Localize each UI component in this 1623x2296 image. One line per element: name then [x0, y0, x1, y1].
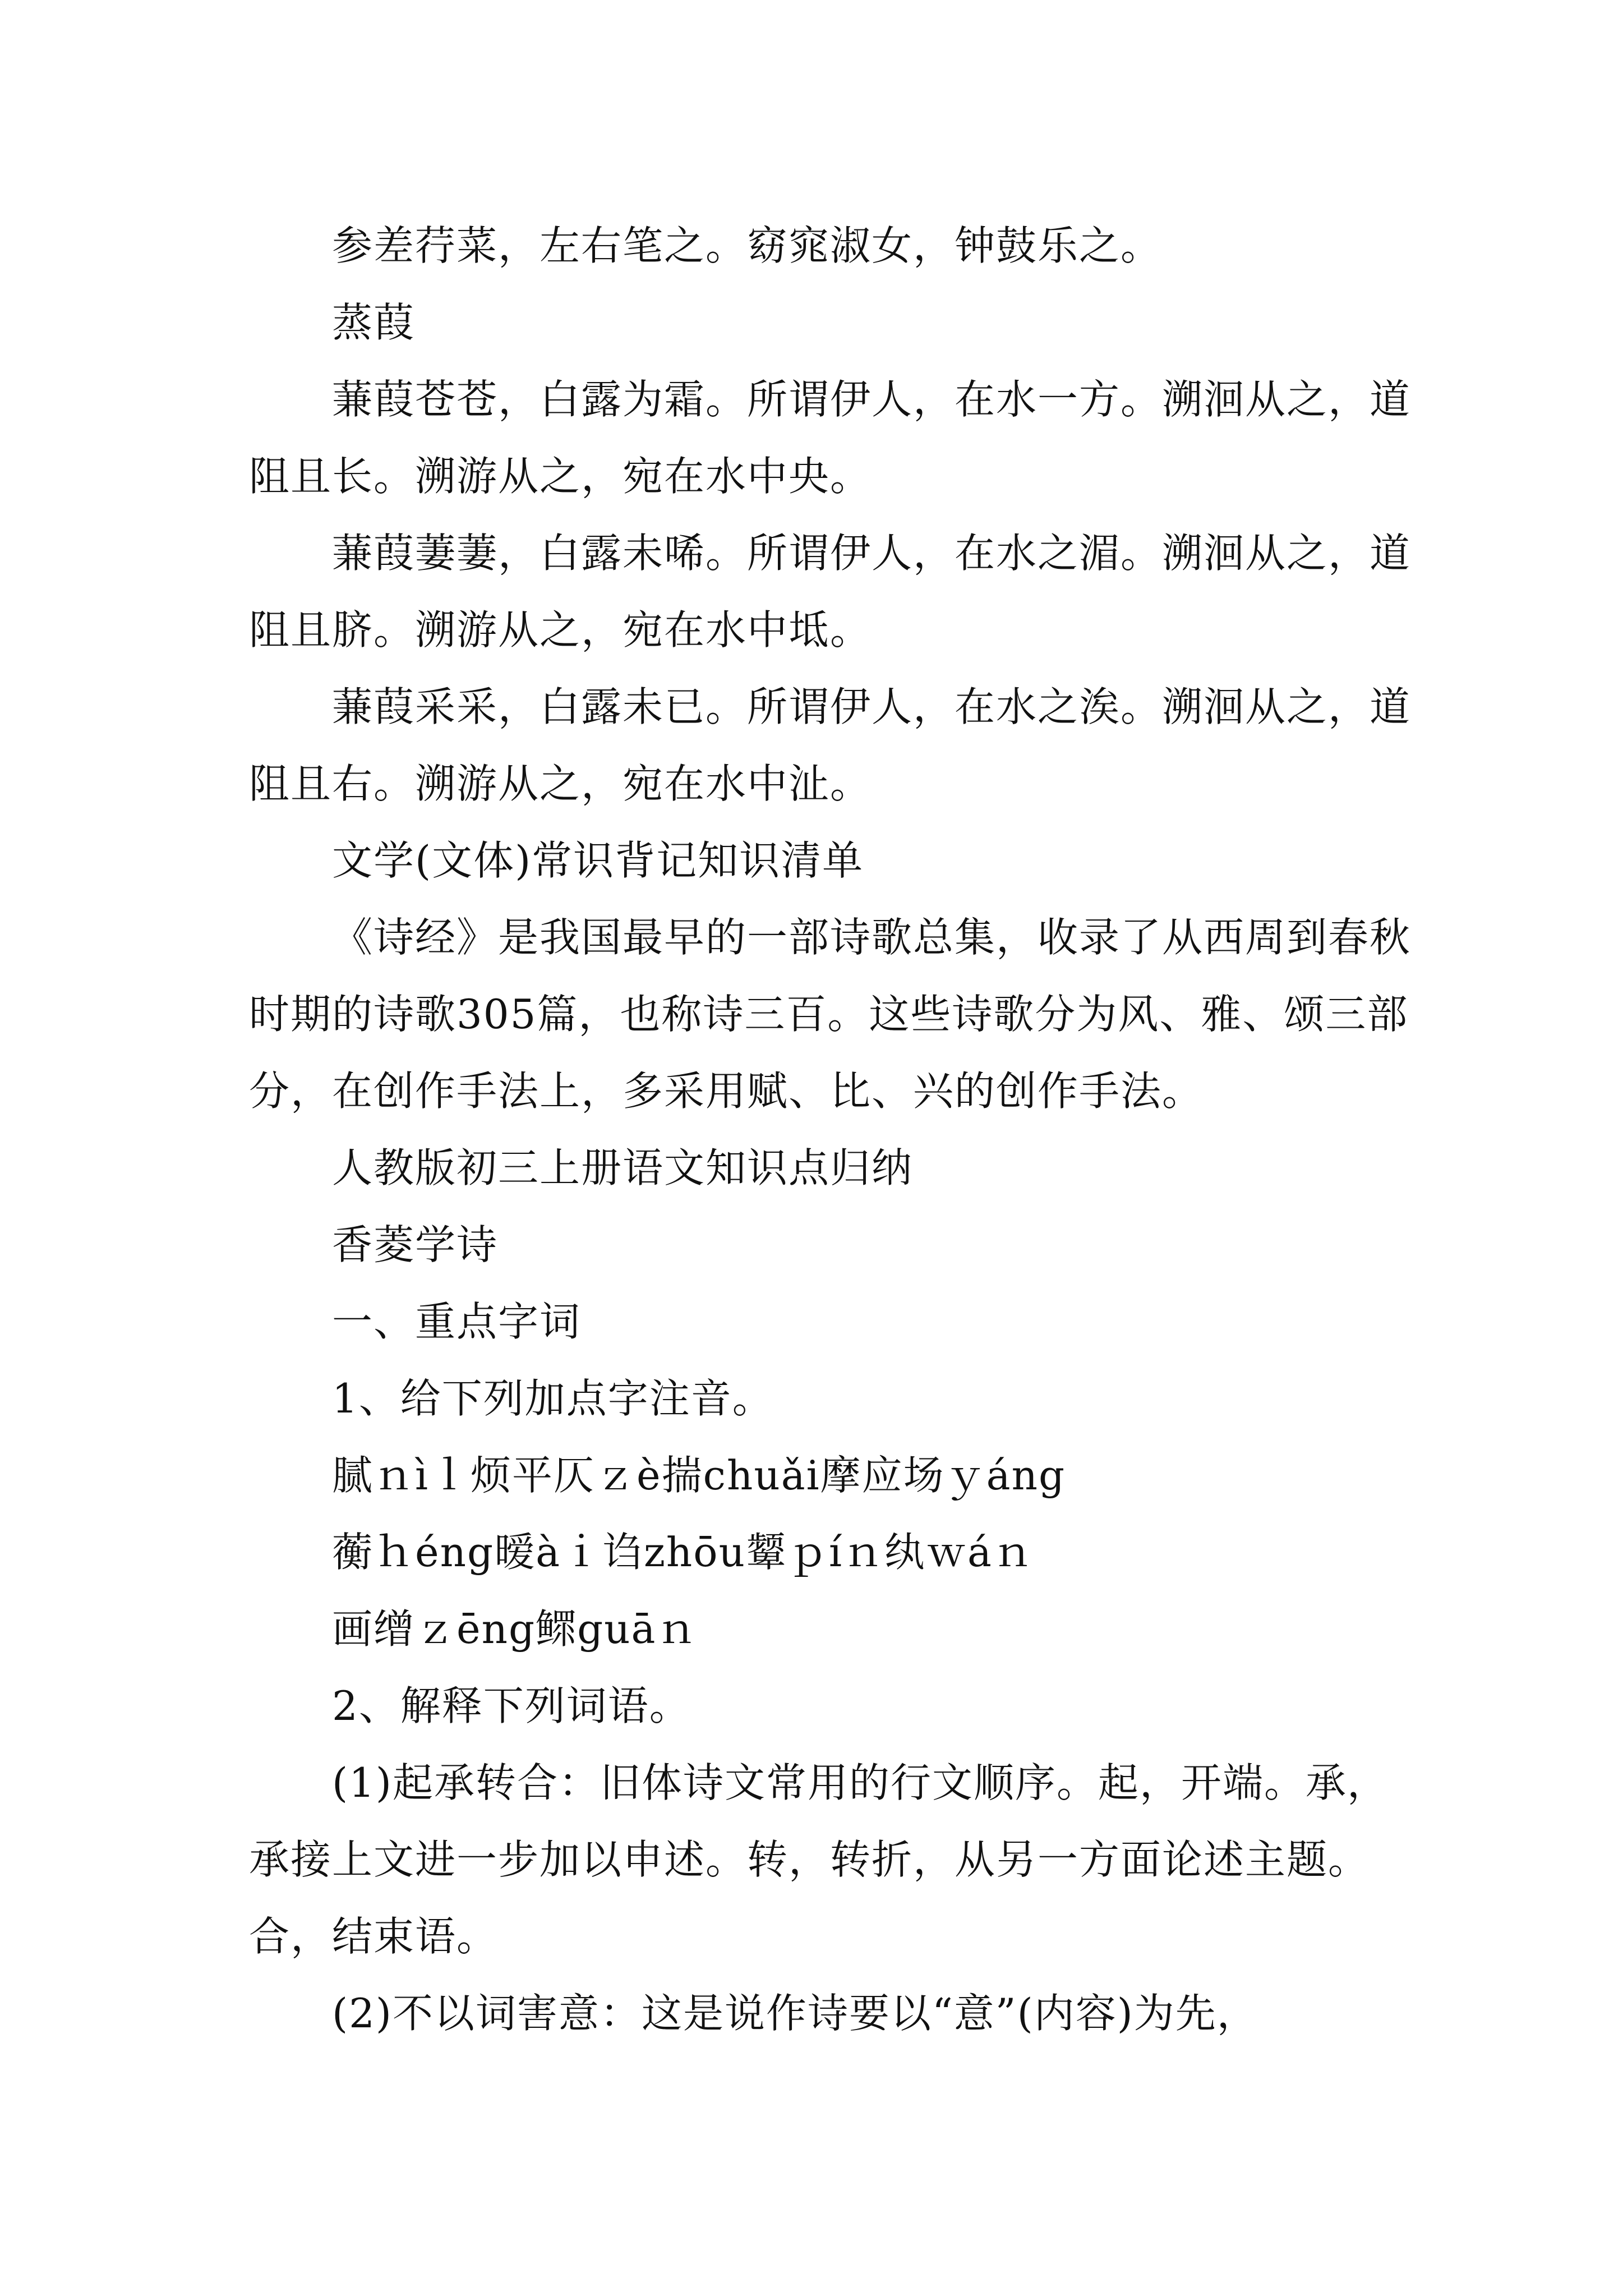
exercise-2-heading: 2、解释下列词语。 — [332, 1682, 691, 1729]
document-page — [249, 208, 1415, 2052]
poem-stanza-1: 蒹葭苍苍，白露为霜。所谓伊人，在水一方。溯洄从之，道阻且长。溯游从之，宛在水中央。 — [249, 376, 1412, 500]
section-heading-literary-knowledge: 文学(文体)常识背记知识清单 — [332, 837, 864, 884]
poem-title-jianjia: 蒸葭 — [332, 299, 416, 346]
subheading-key-words: 一、重点字词 — [332, 1298, 582, 1345]
shijing-description: 《诗经》是我国最早的一部诗歌总集，收录了从西周到春秋时期的诗歌305篇，也称诗三百。这些诗歌分为风、雅、颂三部分，在创作手法上，多采用赋、比、兴的创作手法。 — [249, 914, 1412, 1115]
pinyin-line-2: 蘅ｈéng暧àｉ诌zhōu颦ｐíｎ纨ｗáｎ — [332, 1529, 1034, 1576]
lesson-title-xiangling: 香菱学诗 — [332, 1221, 499, 1268]
definition-buyicihaiyi: (2)不以词害意：这是说作诗要以“意”(内容)为先， — [332, 1990, 1258, 2037]
section-heading-grade9-summary: 人教版初三上册语文知识点归纳 — [332, 1144, 914, 1191]
pinyin-line-1: 腻ｎìｌ烦平仄ｚè揣chuǎi摩应场ｙáng — [332, 1452, 1066, 1499]
exercise-1-heading: 1、给下列加点字注音。 — [332, 1375, 774, 1422]
poem-line-guanju-ending: 参差荇菜，左右笔之。窈窕淑女，钟鼓乐之。 — [332, 222, 1163, 269]
poem-stanza-3: 蒹葭采采，白露未已。所谓伊人，在水之涘。溯洄从之，道阻且右。溯游从之，宛在水中沚。 — [249, 683, 1412, 807]
poem-stanza-2: 蒹葭萋萋，白露未唏。所谓伊人，在水之湄。溯洄从之，道阻且脐。溯游从之，宛在水中坻。 — [249, 530, 1412, 654]
pinyin-line-3: 画缯ｚēng鳏guāｎ — [332, 1605, 698, 1653]
definition-qichengzhuanhe: (1)起承转合：旧体诗文常用的行文顺序。起，开端。承，承接上文进一步加以申述。转，转折，从另一方面论述主题。合，结束语。 — [249, 1759, 1389, 1960]
